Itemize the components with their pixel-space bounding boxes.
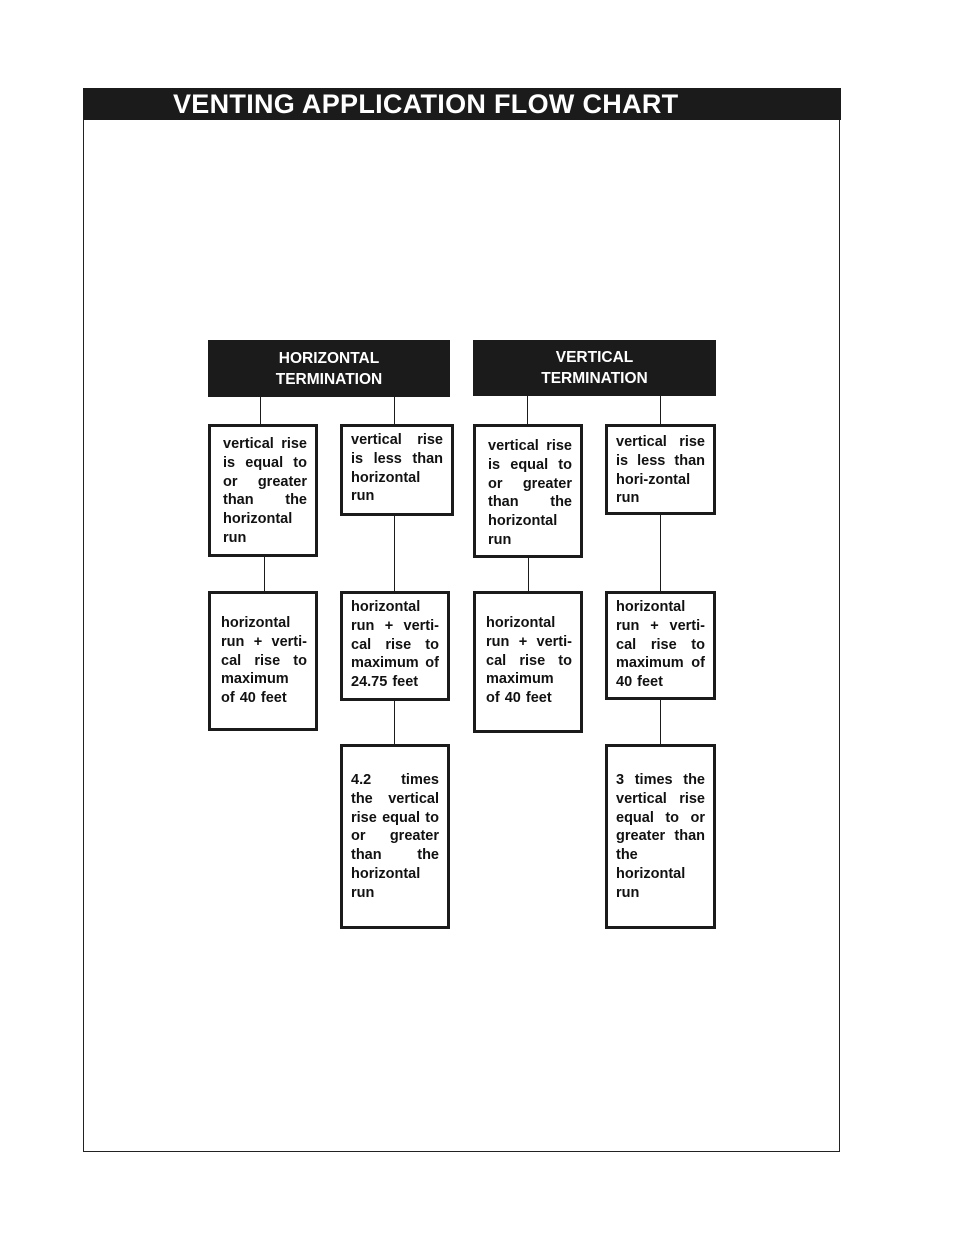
connector-line (528, 556, 529, 592)
horizontal-header-line2: TERMINATION (275, 370, 383, 388)
vertical-3-times-box: 3 times the vertical rise equal to or greater than the horizontal run (605, 744, 716, 929)
vertical-rise-ge-run-box: vertical rise is equal to or greater than the horizontal run (473, 424, 583, 558)
page-border (83, 88, 840, 1152)
connector-line (660, 395, 661, 425)
vertical-header-line1: VERTICAL (555, 349, 634, 366)
vertical-header-line2: TERMINATION (541, 370, 648, 387)
page-title: VENTING APPLICATION FLOW CHART (83, 88, 841, 120)
connector-line (394, 699, 395, 745)
vertical-max-40-feet-box-2: horizontal run + verti-cal rise to maximum of 40 feet (605, 591, 716, 700)
vertical-max-40-feet-box-1: horizontal run + verti-cal rise to maximum of 40 feet (473, 591, 583, 733)
connector-line (660, 513, 661, 592)
connector-line (264, 556, 265, 592)
connector-line (660, 698, 661, 745)
connector-line (394, 514, 395, 592)
horizontal-rise-lt-run-box: vertical rise is less than horizontal run (340, 424, 454, 516)
horizontal-max-40-feet-box: horizontal run + verti-cal rise to maximum of 40 feet (208, 591, 318, 731)
vertical-rise-lt-run-box: vertical rise is less than hori-zontal run (605, 424, 716, 515)
connector-line (394, 396, 395, 424)
horizontal-4-2-times-box: 4.2 times the vertical rise equal to or greater than the horizontal run (340, 744, 450, 929)
vertical-termination-header (473, 340, 716, 396)
connector-line (260, 396, 261, 425)
horizontal-max-24-75-feet-box: horizontal run + verti-cal rise to maximum of 24.75 feet (340, 591, 450, 701)
horizontal-header-line1: HORIZONTAL (278, 349, 380, 367)
horizontal-termination-header (208, 340, 450, 397)
horizontal-rise-ge-run-box: vertical rise is equal to or greater than the horizontal run (208, 424, 318, 557)
connector-line (527, 395, 528, 425)
